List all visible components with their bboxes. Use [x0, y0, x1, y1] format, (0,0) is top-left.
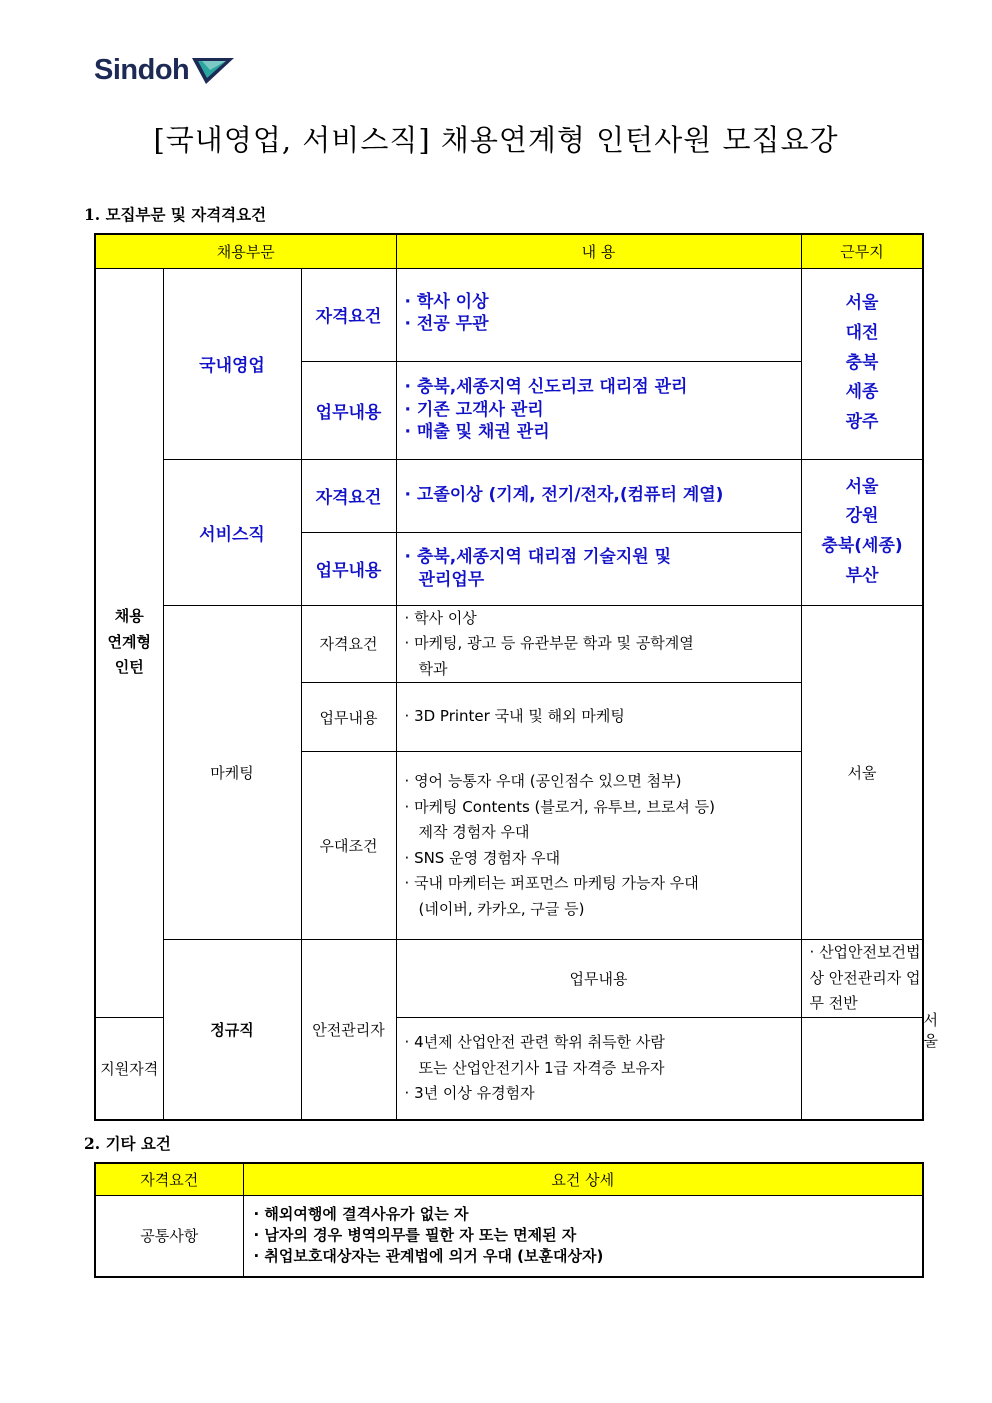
safety-duty-content	[801, 940, 923, 1018]
common-item: · 해외여행에 결격사유가 없는 자	[253, 1205, 469, 1224]
marketing-qual-content	[396, 605, 801, 683]
domestic-duty-item: · 매출 및 채권 관리	[404, 422, 550, 443]
logo-text: Sindoh	[94, 53, 190, 86]
domestic-qual-label: 자격요건	[301, 268, 396, 361]
marketing-pref-item: · 국내 마케터는 퍼포먼스 마케팅 가능자 우대	[404, 874, 699, 892]
recruitment-table: 채용부문 내 용 근무지 채용 연계형 인턴 국내영업 자격요건 · 학사 이상 · 전공 무관 서울 대전 충북 세종 광주 업무내용 · 충북,세종지역 신도리코 대리점 관리 · 기존 고객사 관리 · 매출 및 채권 관리 서비스직 자격요건 · 고졸이상 (기계, 전기/전자,(컴퓨터 계열) 서울 강원 충북(세종) 부산 업무내용 · 충북,세종지역 대리점 기술지원 및 관리업무 마케팅 자격요건 · 학사 이상 · 마케팅, 광고 등 유관부문 학과 및 공학계열 학과 서울 업무내용 · 3D Printer 국내 및 해외 마케팅 우대조건 · 영어 능통자 우대 (공인점수 있으면 첨부) · 마케팅 Contents (블로거, 유투브, 브로셔 등) 제작 경험자 우대 · SNS 운영 경험자 우대 · 국내 마케터는 퍼포먼스 마케팅 가능자 우대 (네이버, 카카오, 구글 등) 정규직 안전관리자 업무내용 · 산업안전보건법 상 안전관리자 업무 전반 서울 지원자격 · 4년제 산업안전 관련 학위 취득한 사람 또는 산업안전기사 1급 자격증 보유자 · 3년 이상 유경험자	[94, 233, 924, 1121]
domestic-qual-item: · 학사 이상	[404, 291, 489, 312]
marketing-duty-label: 업무내용	[301, 683, 396, 752]
marketing-pref-item: · 마케팅 Contents (블로거, 유투브, 브로셔 등)	[404, 797, 715, 816]
location-item: 강원	[845, 506, 879, 527]
logo-arrow-icon	[192, 56, 234, 86]
intern-group-line1: 채용	[114, 607, 144, 626]
service-qual-content	[396, 459, 801, 532]
intern-group-line3: 인턴	[114, 658, 144, 677]
marketing-qual-label: 자격요건	[301, 605, 396, 683]
marketing-pref-item: · 영어 능통자 우대 (공인점수 있으면 첨부)	[404, 772, 682, 790]
section2-heading: 2. 기타 요건	[84, 1134, 171, 1153]
location-item: 광주	[845, 412, 879, 433]
safety-apply-item: 또는 산업안전기사 1급 자격증 보유자	[418, 1058, 665, 1077]
marketing-pref-content	[396, 752, 801, 940]
safety-apply-label: 지원자격	[95, 1017, 163, 1120]
location-item: 부산	[845, 565, 879, 586]
other-requirements-table	[94, 1162, 924, 1278]
marketing-pref-item: 제작 경험자 우대	[418, 823, 530, 841]
marketing-qual-item: 학과	[418, 659, 448, 678]
common-item: · 취업보호대상자는 관계법에 의거 우대 (보훈대상자)	[253, 1247, 604, 1266]
common-label: 공통사항	[95, 1195, 243, 1277]
domestic-duty-content	[396, 361, 801, 459]
service-locations	[801, 459, 923, 605]
location-item: 서울	[845, 293, 879, 314]
marketing-qual-item: · 학사 이상	[404, 608, 477, 627]
marketing-qual-item: · 마케팅, 광고 등 유관부문 학과 및 공학계열	[404, 634, 694, 652]
section1-heading: 1. 모집부문 및 자격격요건	[84, 205, 267, 224]
location-item: 서울	[845, 476, 879, 497]
sindoh-logo	[94, 52, 234, 88]
common-item: · 남자의 경우 병역의무를 필한 자 또는 면제된 자	[253, 1226, 577, 1245]
safety-apply-content	[396, 1017, 801, 1120]
header-detail: 요건 상세	[243, 1163, 923, 1195]
marketing-duty-content	[396, 683, 801, 752]
safety-apply-item: · 4년제 산업안전 관련 학위 취득한 사람	[404, 1033, 665, 1051]
marketing-duty-item: · 3D Printer 국내 및 해외 마케팅	[404, 707, 625, 726]
location-item: 세종	[845, 382, 879, 403]
intern-group-line2: 연계형	[107, 632, 151, 651]
service-qual-item: · 고졸이상 (기계, 전기/전자,(컴퓨터 계열)	[404, 485, 724, 506]
marketing-pref-item: (네이버, 카카오, 구글 등)	[418, 899, 585, 918]
location-item: 충북(세종)	[821, 536, 903, 556]
safety-duty-label: 업무내용	[396, 940, 801, 1018]
location-item: 충북	[845, 352, 879, 373]
service-qual-label: 자격요건	[301, 459, 396, 532]
marketing-pref-item: · SNS 운영 경험자 우대	[404, 848, 561, 867]
header-location: 근무지	[801, 234, 923, 268]
service-name: 서비스직	[163, 459, 301, 605]
safety-manager-name: 안전관리자	[301, 940, 396, 1121]
intern-group-cell	[95, 268, 163, 1017]
domestic-qual-content	[396, 268, 801, 361]
domestic-qual-item: · 전공 무관	[404, 314, 489, 335]
domestic-locations	[801, 268, 923, 459]
safety-duty-item: · 산업안전보건법 상 안전관리자 업무 전반	[809, 943, 921, 1012]
header-content: 내 용	[396, 234, 801, 268]
safety-apply-item: · 3년 이상 유경험자	[404, 1084, 535, 1102]
common-content	[243, 1195, 923, 1277]
domestic-sales-name: 국내영업	[163, 268, 301, 459]
service-duty-content	[396, 532, 801, 605]
domestic-duty-item: · 기존 고객사 관리	[404, 399, 544, 420]
domestic-duty-label: 업무내용	[301, 361, 396, 459]
page-title: [국내영업, 서비스직] 채용연계형 인턴사원 모집요강	[153, 123, 839, 157]
regular-group: 정규직	[163, 940, 301, 1121]
domestic-duty-item: · 충북,세종지역 신도리코 대리점 관리	[404, 376, 688, 397]
location-item: 대전	[845, 322, 879, 343]
marketing-name: 마케팅	[163, 605, 301, 940]
marketing-location: 서울	[801, 605, 923, 940]
service-duty-item: · 충북,세종지역 대리점 기술지원 및	[404, 546, 672, 567]
marketing-pref-label: 우대조건	[301, 752, 396, 940]
service-duty-item: 관리업무	[418, 569, 485, 590]
service-duty-label: 업무내용	[301, 532, 396, 605]
header-dept: 채용부문	[95, 234, 396, 268]
header-qual: 자격요건	[95, 1163, 243, 1195]
